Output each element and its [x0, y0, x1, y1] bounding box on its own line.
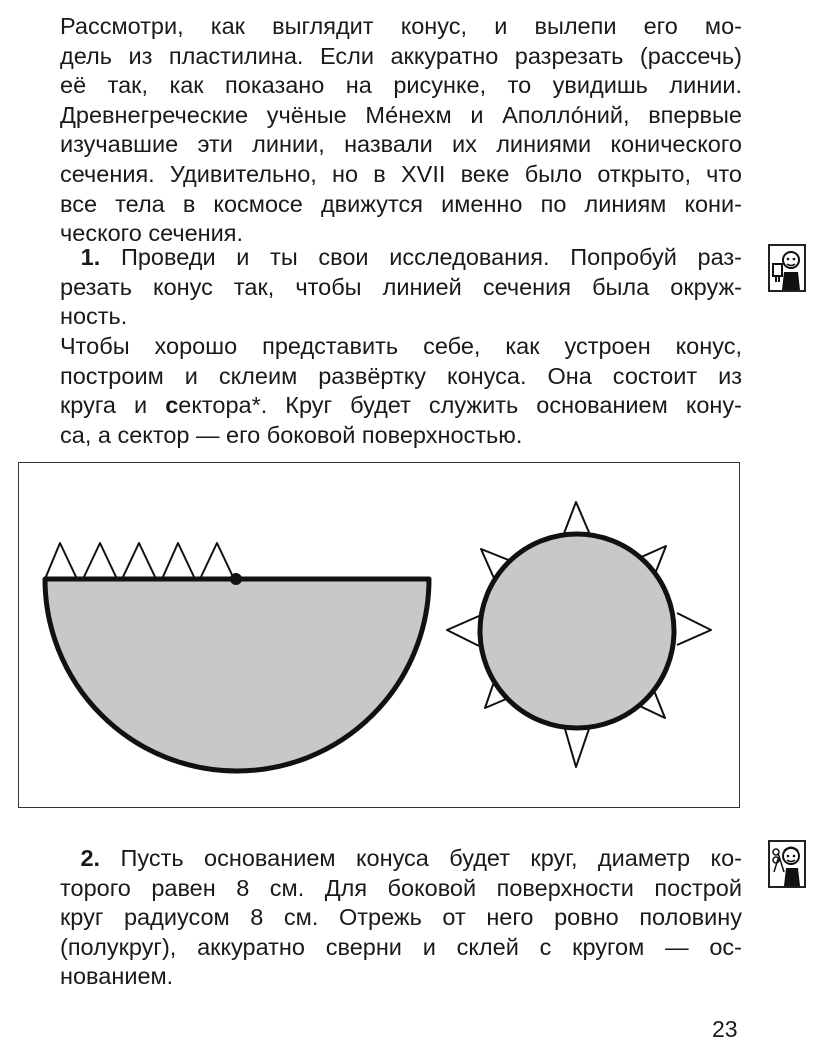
explanation-line — [60, 391, 742, 421]
intro-line: Рассмотри, как выглядит конус, и вылепи его мо- — [60, 13, 742, 39]
task-2-line: (полукруг), аккуратно сверни и склей с кругом — ос- — [60, 933, 742, 960]
glue-tab — [45, 543, 77, 579]
intro-line: изучавшие эти линии, назвали их линиями конического — [60, 131, 742, 158]
explanation-line: Чтобы хорошо представить себе, как устроен конус, — [60, 333, 742, 359]
explanation-text: круга и — [60, 392, 166, 419]
glue-tab — [83, 543, 117, 579]
semicircle-sector — [45, 543, 429, 771]
base-circle — [447, 502, 711, 767]
explanation-text: ектора*. Круг будет служить основанием кону- — [178, 392, 742, 419]
task-2-paragraph — [60, 844, 742, 992]
task-1-paragraph — [60, 243, 742, 332]
intro-line: ческого сечения. — [60, 220, 244, 247]
page-number: 23 — [712, 1016, 738, 1042]
experiment-pictogram-icon — [768, 244, 806, 292]
task-1-line — [60, 243, 742, 273]
center-point — [230, 573, 242, 585]
intro-paragraph — [60, 12, 742, 249]
task-1-number: 1. — [80, 244, 101, 270]
intro-line: дель из пластилина. Если аккуратно разрезать (рассечь) — [60, 42, 742, 69]
explanation-line: построим и склеим развёртку конуса. Она состоит из — [60, 362, 742, 389]
task-2-line: торого равен 8 см. Для боковой поверхности построй — [60, 874, 742, 901]
craft-scissors-pictogram-icon — [768, 840, 806, 888]
intro-line: все тела в космосе движутся именно по линиям кони- — [60, 190, 742, 217]
half-disc — [45, 579, 429, 771]
task-2-number: 2. — [80, 845, 101, 871]
highlighted-letter: с — [165, 392, 179, 419]
intro-line: Древнегреческие учёные Ме́нехм и Аполло́ний, впервые — [60, 101, 742, 128]
explanation-paragraph — [60, 332, 742, 450]
task-1-line: резать конус так, чтобы линией сечения была окруж- — [60, 273, 742, 300]
task-2-text: Пусть основанием конуса будет круг, диаметр ко- — [120, 845, 742, 871]
task-1-text: Проведи и ты свои исследования. Попробуй раз- — [120, 244, 742, 270]
task-2-line: нованием. — [60, 963, 174, 990]
glue-tab — [447, 616, 479, 646]
base-disc — [480, 534, 674, 728]
task-1-line: ность. — [60, 303, 128, 330]
glue-tab — [200, 543, 234, 579]
intro-line: сечения. Удивительно, но в XVII веке было открыто, что — [60, 160, 742, 187]
cone-net-figure — [18, 462, 740, 808]
intro-line: её так, как показано на рисунке, то увидишь линии. — [60, 72, 742, 99]
explanation-line: са, а сектор — его боковой поверхностью. — [60, 421, 523, 448]
glue-tab — [162, 543, 195, 579]
task-2-line — [60, 844, 742, 874]
cone-net-drawing — [19, 463, 741, 809]
glue-tab — [677, 613, 711, 645]
task-2-line: круг радиусом 8 см. Отрежь от него ровно половину — [60, 904, 742, 931]
glue-tab — [122, 543, 156, 579]
